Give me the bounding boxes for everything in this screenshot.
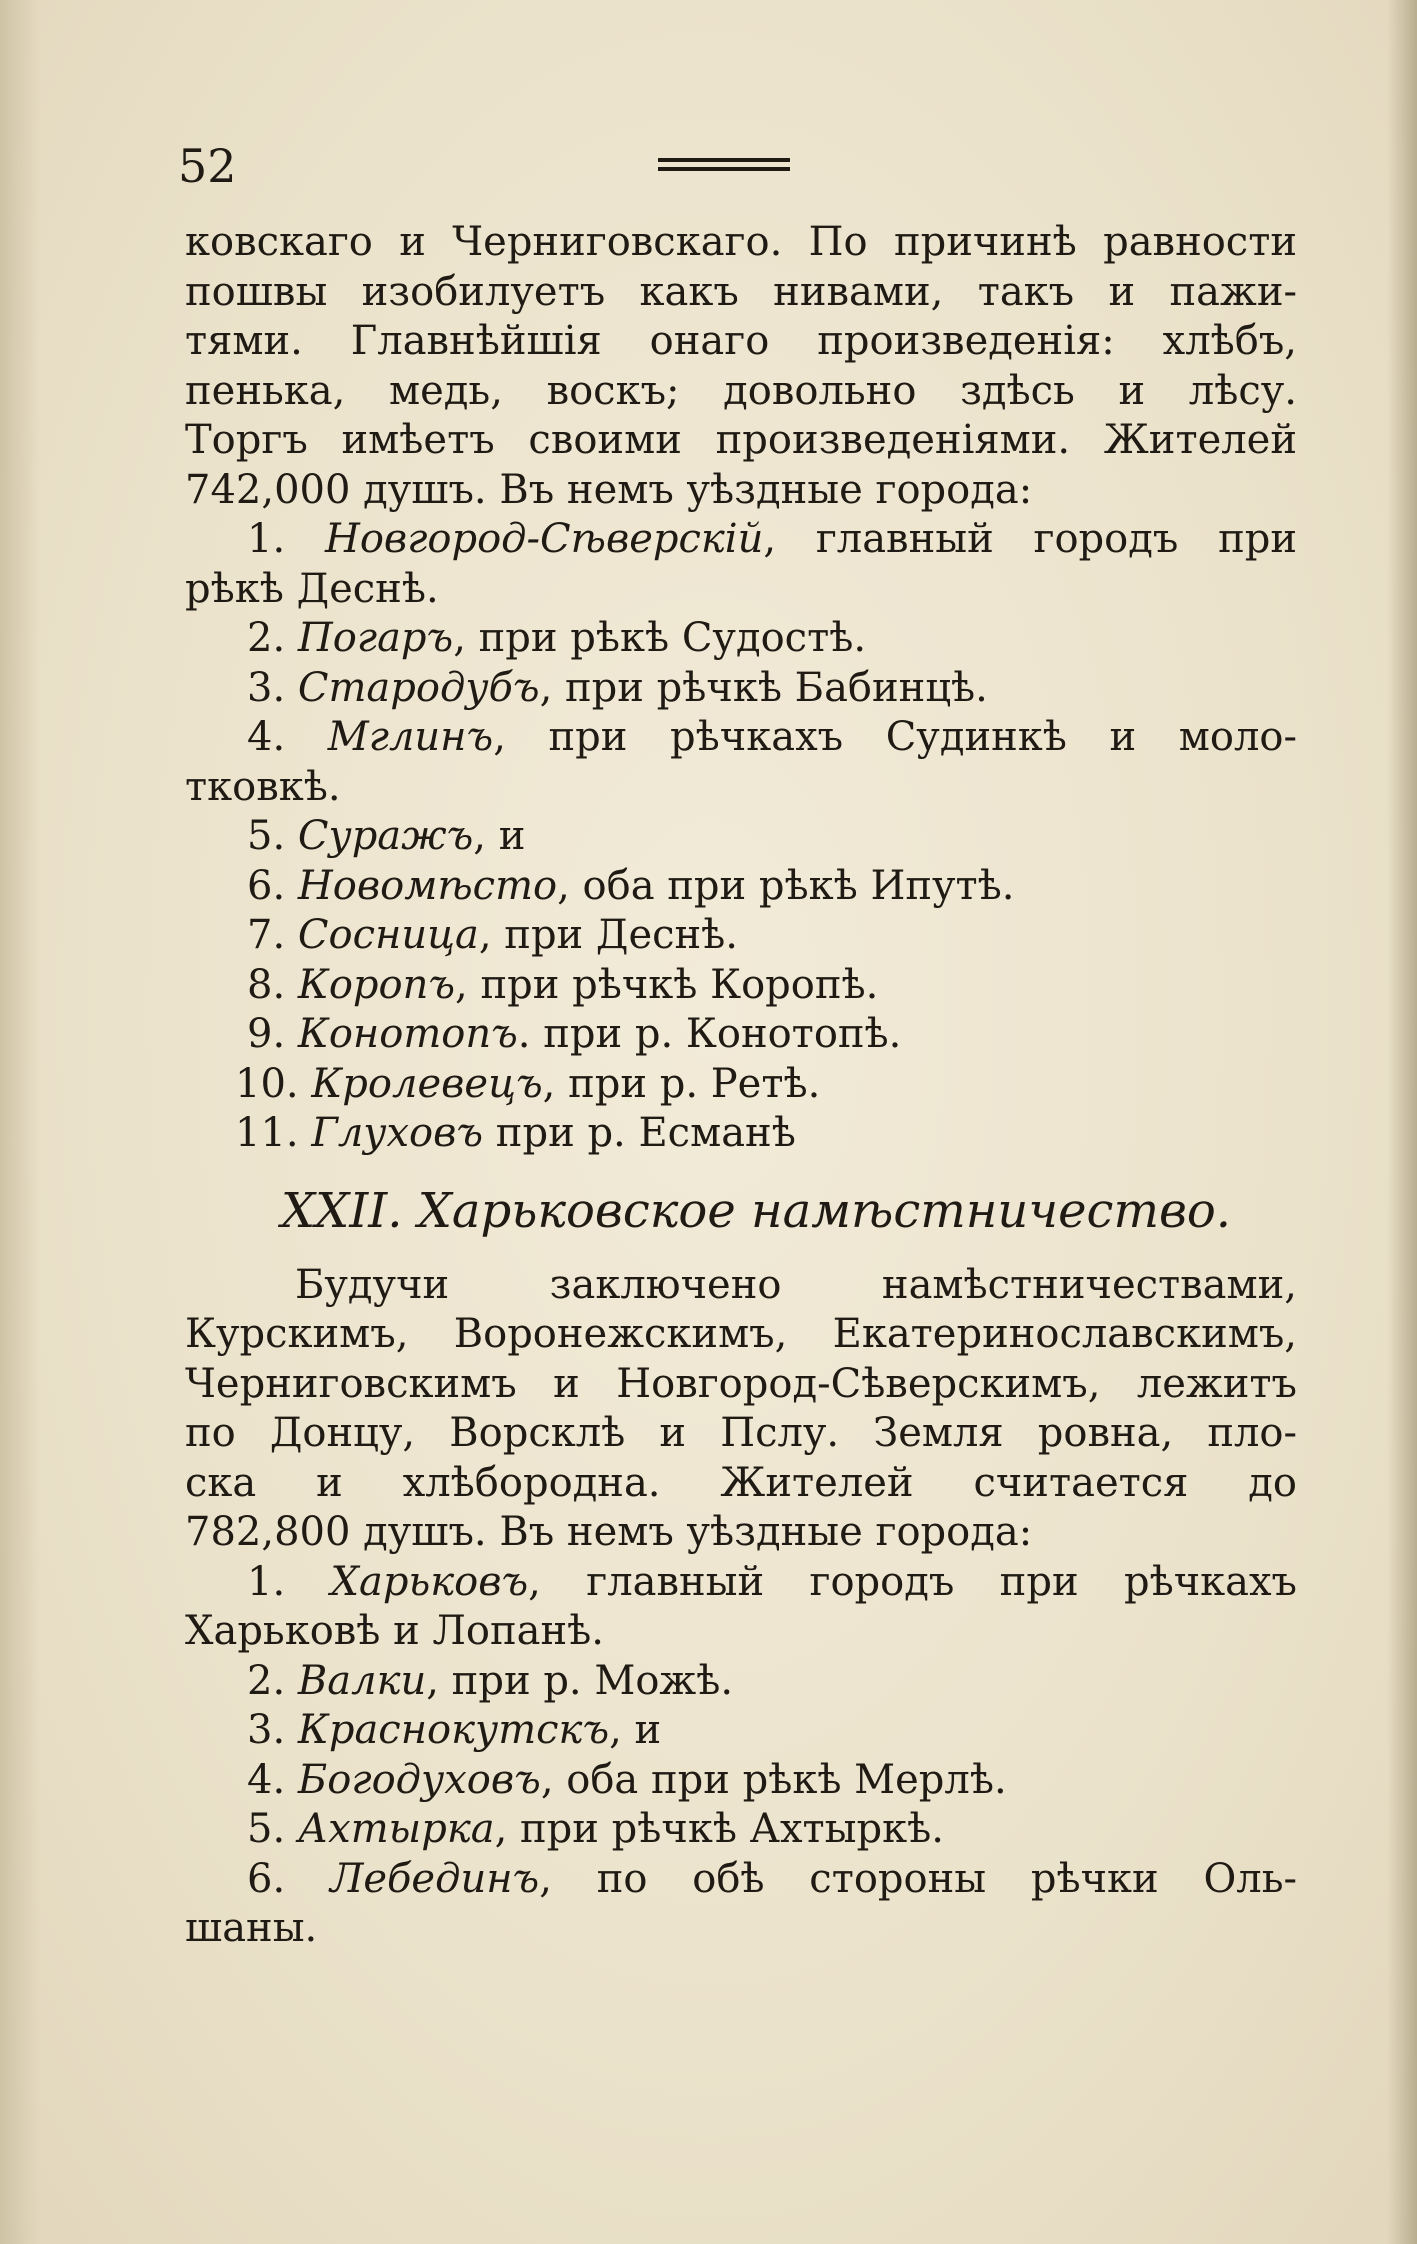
town-name: Мглинъ <box>327 714 494 760</box>
list-item <box>185 1010 1297 1060</box>
list-item <box>185 862 1297 912</box>
town-name: Лебединъ <box>329 1855 540 1902</box>
text-line: Будучи заключено намѣстничествами, <box>295 1261 1297 1308</box>
town-name: Кролевецъ <box>311 1060 543 1107</box>
list-item-description: , при Деснѣ. <box>478 912 739 958</box>
header-rule-line <box>658 158 790 162</box>
list-item-number: 5. <box>247 1806 286 1852</box>
page-body <box>185 218 1297 1954</box>
list-item-description: , оба при рѣкѣ Мерлѣ. <box>540 1756 1007 1803</box>
list-item-description: , главный городъ при <box>763 516 1298 562</box>
list-item <box>185 961 1297 1011</box>
town-name: Харьковъ <box>330 1558 529 1605</box>
list-chernigov-towns <box>185 515 1297 1159</box>
list-item-description: , и <box>609 1707 662 1753</box>
town-name: Новомѣсто <box>297 862 558 909</box>
town-name: Стародубъ <box>297 664 540 711</box>
town-name: Ахтырка <box>297 1806 495 1852</box>
list-item <box>185 911 1297 961</box>
list-item-number: 5. <box>247 813 286 859</box>
text-line: 782,800 душъ. Въ немъ уѣздные города: <box>185 1509 1033 1555</box>
list-item-number: 11. <box>235 1110 299 1156</box>
list-item-description: , оба при рѣкѣ Ипутѣ. <box>557 862 1015 909</box>
town-name: Коропъ <box>297 961 456 1008</box>
list-item-continuation: Харьковѣ и Лопанѣ. <box>185 1608 604 1654</box>
paragraph-chernigov-continued <box>185 218 1297 515</box>
list-item <box>185 664 1297 714</box>
text-line: ска и хлѣбородна. Жителей считается до <box>185 1459 1297 1506</box>
list-item-description: . при р. Конотопѣ. <box>517 1011 902 1057</box>
list-item <box>185 713 1297 763</box>
page-edge-shadow-right <box>1387 0 1417 2244</box>
town-name: Новгород-Сѣверскій <box>324 516 764 562</box>
list-item-continuation: тковкѣ. <box>185 763 341 810</box>
list-item <box>185 1805 1297 1855</box>
list-item-number: 4. <box>247 1756 286 1803</box>
list-item-number: 3. <box>247 1707 286 1753</box>
list-item-number: 7. <box>247 912 286 958</box>
list-item <box>185 1657 1297 1707</box>
list-item-description: при р. Есманѣ <box>483 1110 796 1156</box>
text-line: 742,000 душъ. Въ немъ уѣздные города: <box>185 466 1033 513</box>
list-item-description: , при р. Можѣ. <box>426 1657 734 1704</box>
town-name: Погаръ <box>297 615 454 661</box>
list-item-description: , при рѣчкахъ Судинкѣ и моло- <box>493 714 1297 760</box>
list-item-description: , при рѣкѣ Судостѣ. <box>453 615 867 661</box>
list-item-description: , при р. Ретѣ. <box>542 1060 821 1107</box>
town-name: Сосница <box>297 912 479 958</box>
list-item-continuation: шаны. <box>185 1905 318 1951</box>
town-name: Глуховъ <box>311 1110 484 1156</box>
page-edge-shadow-left <box>0 0 40 2244</box>
list-item <box>185 812 1297 862</box>
list-item-number: 2. <box>247 1657 286 1704</box>
town-name: Суражъ <box>297 813 474 859</box>
header-rule <box>658 158 790 180</box>
list-item-number: 6. <box>247 862 286 909</box>
list-item-description: , и <box>473 813 526 859</box>
list-item <box>185 1558 1297 1608</box>
paragraph-kharkov <box>185 1261 1297 1558</box>
text-line: пошвы изобилуетъ какъ нивами, такъ и пажи- <box>185 268 1297 315</box>
list-item-number: 1. <box>247 516 286 562</box>
list-item <box>185 1756 1297 1806</box>
list-item-continuation: рѣкѣ Деснѣ. <box>185 565 439 612</box>
list-item-number: 1. <box>247 1558 286 1605</box>
list-item-number: 3. <box>247 664 286 711</box>
list-item <box>185 1706 1297 1756</box>
list-item <box>185 614 1297 664</box>
text-line: Черниговскимъ и Новгород-Сѣверскимъ, лежитъ <box>185 1360 1297 1407</box>
text-line: ковскаго и Черниговскаго. По причинѣ равности <box>185 219 1297 265</box>
town-name: Конотопъ <box>297 1011 518 1057</box>
page-number: 52 <box>178 139 237 193</box>
list-item <box>185 1060 1297 1110</box>
list-item-description: , по обѣ стороны рѣчки Оль- <box>539 1855 1297 1902</box>
header-rule-line <box>658 167 790 171</box>
list-item-description: , при рѣчкѣ Коропѣ. <box>455 961 879 1008</box>
text-line: тями. Главнѣйшія онаго произведенія: хлѣбъ, <box>185 318 1297 364</box>
text-line: по Донцу, Ворсклѣ и Пслу. Земля ровна, пло- <box>185 1410 1297 1456</box>
list-item-number: 2. <box>247 615 286 661</box>
list-kharkov-towns <box>185 1558 1297 1954</box>
text-line: пенька, медь, воскъ; довольно здѣсь и лѣсу. <box>185 367 1297 414</box>
town-name: Валки <box>297 1657 427 1704</box>
section-title: XXII. Харьковское намѣстничество. <box>280 1182 1232 1239</box>
town-name: Богодуховъ <box>297 1756 541 1803</box>
list-item-number: 4. <box>247 714 286 760</box>
text-line: Торгъ имѣетъ своими произведеніями. Жителей <box>185 417 1297 463</box>
list-item-number: 8. <box>247 961 286 1008</box>
text-line: Курскимъ, Воронежскимъ, Екатеринославскимъ, <box>185 1311 1297 1357</box>
list-item-description: , главный городъ при рѣчкахъ <box>528 1558 1297 1605</box>
list-item <box>185 1855 1297 1905</box>
list-item-number: 9. <box>247 1011 286 1057</box>
list-item <box>185 1109 1297 1159</box>
town-name: Краснокутскъ <box>297 1707 610 1753</box>
list-item-description: , при рѣчкѣ Ахтыркѣ. <box>494 1806 944 1852</box>
list-item <box>185 515 1297 565</box>
list-item-number: 10. <box>235 1060 299 1107</box>
list-item-description: , при рѣчкѣ Бабинцѣ. <box>539 664 988 711</box>
list-item-number: 6. <box>247 1855 286 1902</box>
